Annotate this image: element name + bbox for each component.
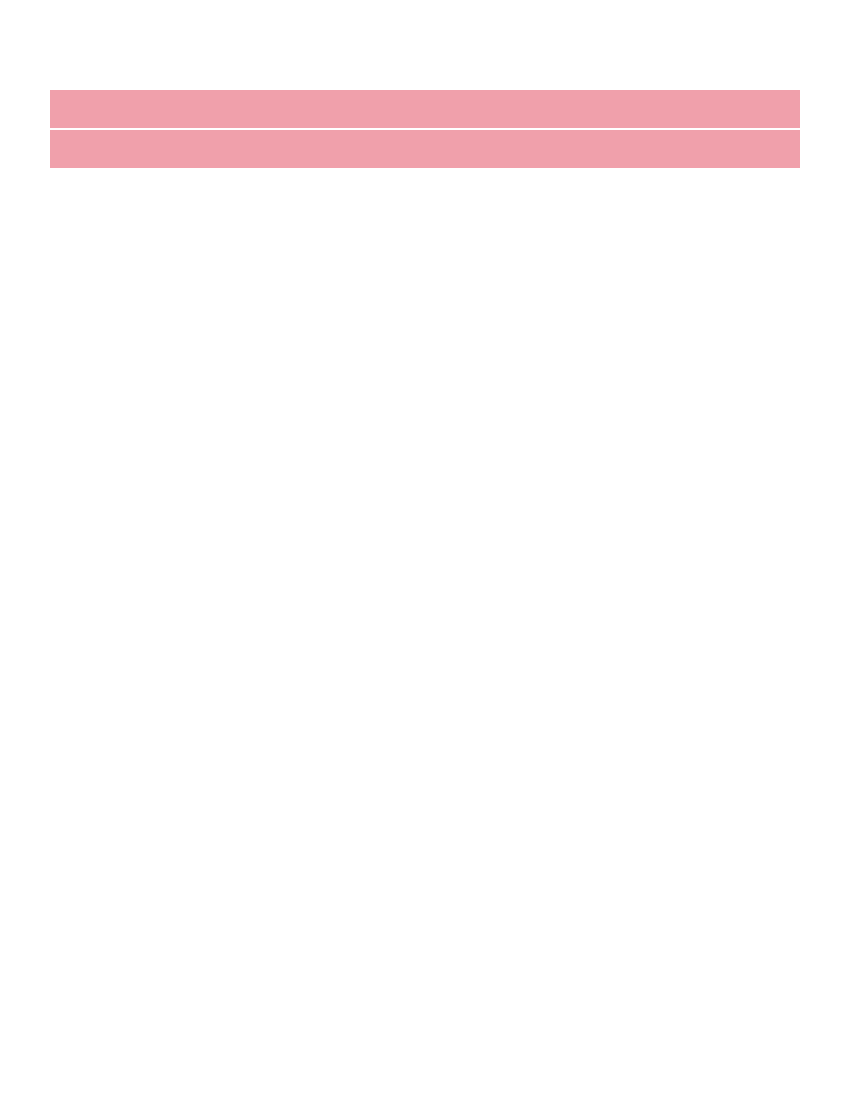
section-header <box>50 90 800 128</box>
idiom-line <box>50 54 800 88</box>
document-page <box>50 54 800 168</box>
section-header <box>50 130 800 168</box>
